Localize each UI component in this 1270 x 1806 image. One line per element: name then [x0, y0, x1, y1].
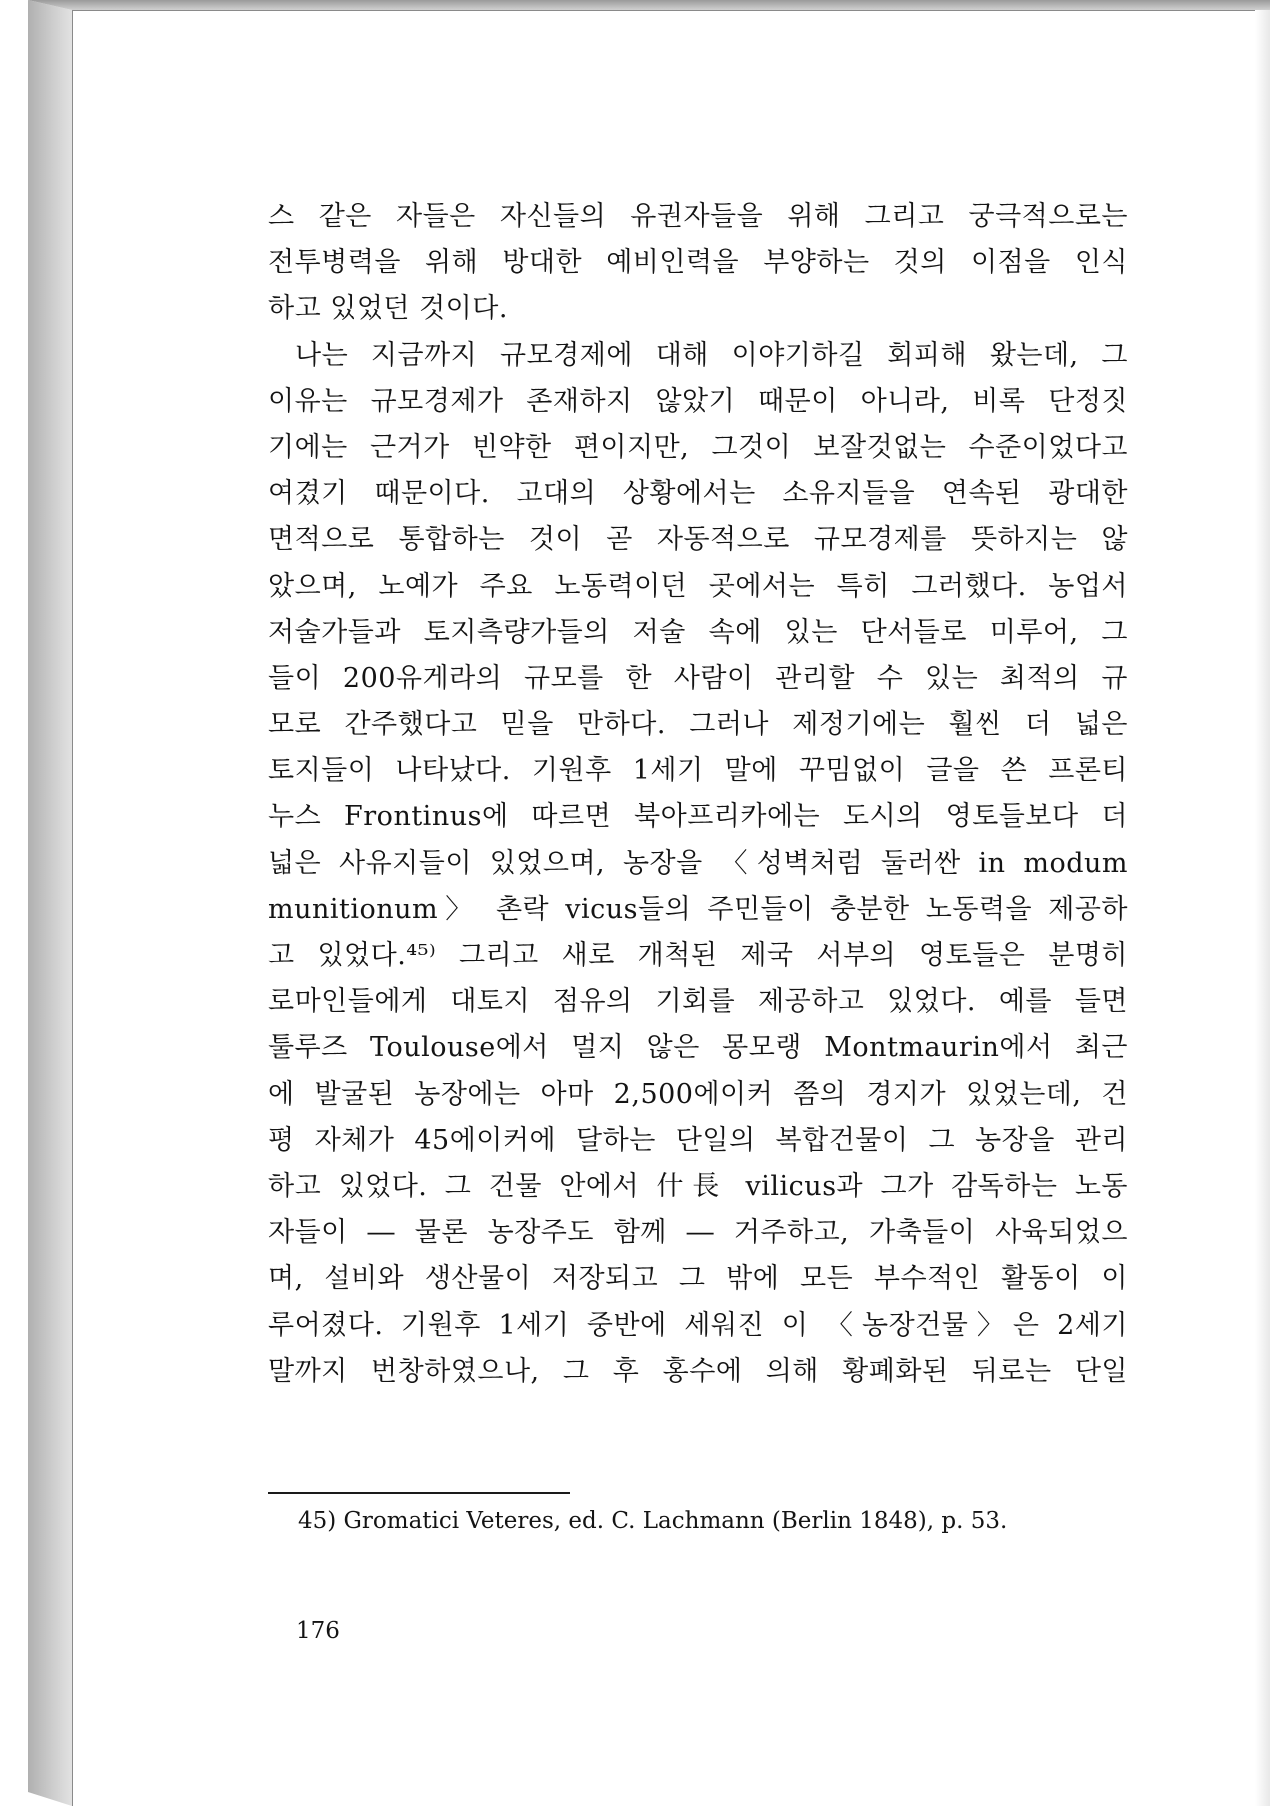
text-line: 며, 설비와 생산물이 저장되고 그 밖에 모든 부수적인 활동이 이: [268, 1263, 1128, 1295]
text-line: 여겼기 때문이다. 고대의 상황에서는 소유지들을 연속된 광대한: [268, 478, 1128, 510]
text-line: 저술가들과 토지측량가들의 저술 속에 있는 단서들로 미루어, 그: [268, 616, 1128, 648]
text-line: 기에는 근거가 빈약한 편이지만, 그것이 보잘것없는 수준이었다고: [268, 431, 1128, 463]
text-line: 로마인들에게 대토지 점유의 기회를 제공하고 있었다. 예를 들면: [268, 986, 1128, 1018]
page-right-shade: [1255, 10, 1270, 1806]
text-line: 누스 Frontinus에 따르면 북아프리카에는 도시의 영토들보다 더: [268, 801, 1128, 833]
page-number: 176: [296, 1618, 340, 1644]
text-line: 전투병력을 위해 방대한 예비인력을 부양하는 것의 이점을 인식: [268, 247, 1128, 279]
text-line: 넓은 사유지들이 있었으며, 농장을 〈성벽처럼 둘러싼 in modum: [268, 847, 1128, 879]
text-line: 들이 200유게라의 규모를 한 사람이 관리할 수 있는 최적의 규: [268, 662, 1128, 694]
text-line: 토지들이 나타났다. 기원후 1세기 말에 꾸밈없이 글을 쓴 프론티: [268, 755, 1128, 787]
text-line: 평 자체가 45에이커에 달하는 단일의 복합건물이 그 농장을 관리: [268, 1124, 1128, 1156]
text-line: 에 발굴된 농장에는 아마 2,500에이커 쯤의 경지가 있었는데, 건: [268, 1078, 1128, 1110]
text-line: 면적으로 통합하는 것이 곧 자동적으로 규모경제를 뜻하지는 않: [268, 524, 1128, 556]
text-line: 이유는 규모경제가 존재하지 않았기 때문이 아니라, 비록 단정짓: [268, 385, 1128, 417]
body-text: [268, 194, 1128, 1395]
text-line: 나는 지금까지 규모경제에 대해 이야기하길 회피해 왔는데, 그: [295, 339, 1128, 371]
text-line: 툴루즈 Toulouse에서 멀지 않은 몽모랭 Montmaurin에서 최근: [268, 1032, 1128, 1064]
text-line: 하고 있었던 것이다.: [268, 293, 508, 325]
book-edge: [28, 0, 72, 1806]
text-line: 하고 있었다. 그 건물 안에서 什長 vilicus과 그가 감독하는 노동: [268, 1170, 1128, 1202]
book-top-edge: [0, 0, 1270, 10]
background: [0, 0, 28, 1806]
text-line: 모로 간주했다고 믿을 만하다. 그러나 제정기에는 훨씬 더 넓은: [268, 709, 1128, 741]
text-line: 말까지 번창하였으나, 그 후 홍수에 의해 황폐화된 뒤로는 단일: [268, 1355, 1128, 1387]
footnote: 45) Gromatici Veteres, ed. C. Lachmann (Berlin 1848), p. 53.: [298, 1508, 1008, 1534]
text-line: 았으며, 노예가 주요 노동력이던 곳에서는 특히 그러했다. 농업서: [268, 570, 1128, 602]
text-line: 스 같은 자들은 자신들의 유권자들을 위해 그리고 궁극적으로는: [268, 201, 1128, 232]
footnote-divider: [268, 1492, 570, 1494]
text-line: 루어졌다. 기원후 1세기 중반에 세워진 이 〈농장건물〉은 2세기: [268, 1309, 1128, 1341]
text-line: 자들이 ― 물론 농장주도 함께 ― 거주하고, 가축들이 사육되었으: [268, 1217, 1128, 1249]
text-line: munitionum〉 촌락 vicus들의 주민들이 충분한 노동력을 제공하: [268, 893, 1128, 925]
text-line: 고 있었다.⁴⁵⁾ 그리고 새로 개척된 제국 서부의 영토들은 분명히: [268, 940, 1128, 971]
